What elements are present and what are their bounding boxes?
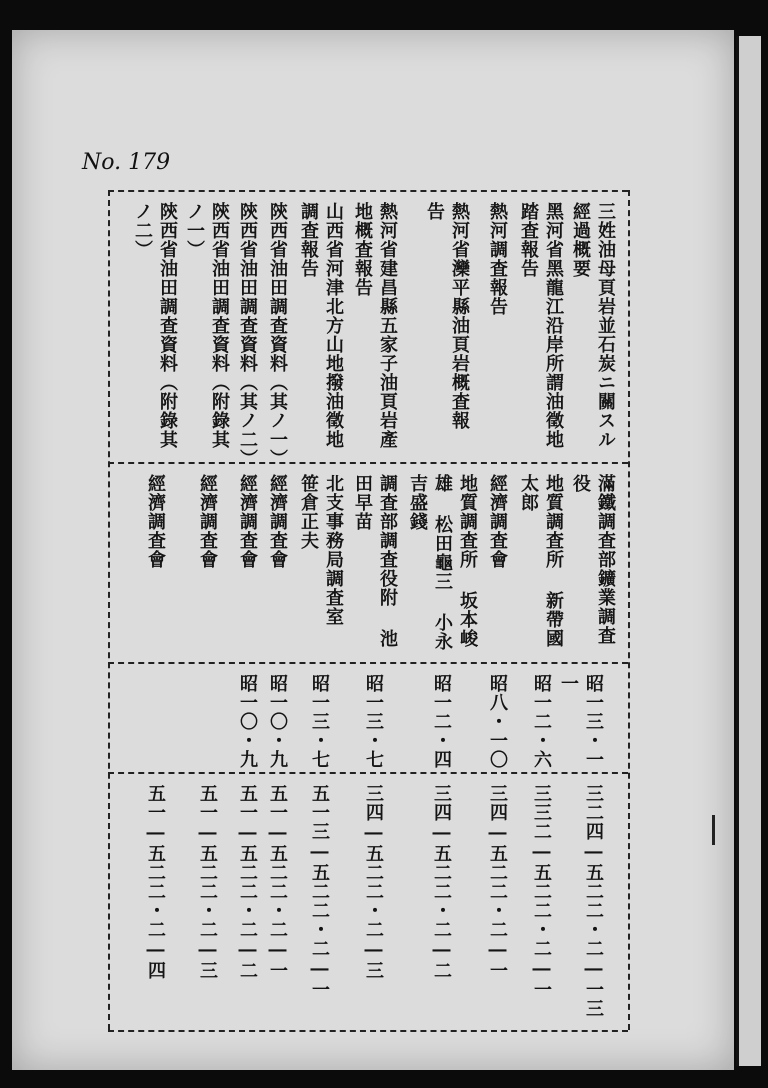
table-row bbox=[232, 196, 262, 1026]
row-title: 黑河省黑龍江沿岸所謂油徵地踏査報告 bbox=[518, 202, 564, 449]
row-title: 山西省河津北方山地撥油徵地調査報告 bbox=[298, 202, 344, 449]
table-row bbox=[180, 196, 232, 1026]
row-title: 熱河省灤平縣油頁岩概査報告 bbox=[424, 202, 470, 430]
row-title: 陝西省油田調査資料（附錄其ノ一） bbox=[184, 202, 230, 449]
row-date: 昭一〇・九 bbox=[237, 674, 258, 769]
row-date: 昭一三・一一 bbox=[558, 674, 604, 769]
table-row bbox=[480, 196, 514, 1026]
row-pages: 三四―五二二・二―二 bbox=[431, 784, 452, 980]
row-title: 陝西省油田調査資料（附錄其ノ二） bbox=[132, 202, 178, 449]
row-pages: 五一―五二二・二―四 bbox=[145, 784, 166, 980]
table-row bbox=[514, 196, 566, 1026]
row-pages: 五一三―五二二・二―一 bbox=[309, 784, 330, 999]
row-author: 經濟調査會 bbox=[145, 474, 166, 569]
catalog-table bbox=[118, 196, 618, 1026]
row-date: 昭一二・六 bbox=[531, 674, 552, 769]
row-date: 昭八・一〇 bbox=[487, 674, 508, 769]
row-title: 陝西省油田調査資料（其ノ二） bbox=[237, 202, 258, 468]
table-row bbox=[400, 196, 480, 1026]
row-pages: 三二四―五二二・二―一三 bbox=[583, 784, 604, 1018]
table-top-border bbox=[108, 190, 628, 192]
row-author: 經濟調査會 bbox=[267, 474, 288, 569]
row-author: 地質調査所 坂本峻雄 松田龜三 小永吉盛錢 bbox=[407, 474, 478, 651]
row-title: 熱河調査報告 bbox=[487, 202, 508, 316]
row-title: 熱河省建昌縣五家子油頁岩產地概査報告 bbox=[352, 202, 398, 449]
row-pages: 五一―五二二・二―一 bbox=[267, 784, 288, 980]
row-author: 經濟調査會 bbox=[237, 474, 258, 569]
row-pages: 五一―五二二・二―三 bbox=[197, 784, 218, 980]
row-date: 昭一〇・九 bbox=[267, 674, 288, 769]
row-pages: 三四―五二二・二―三 bbox=[363, 784, 384, 980]
row-title: 陝西省油田調査資料（其ノ一） bbox=[267, 202, 288, 468]
edge-mark bbox=[712, 815, 725, 845]
row-author: 滿鐵調査部鑛業調査役 bbox=[570, 474, 616, 645]
table-row bbox=[558, 196, 618, 1026]
page-number: No. 179 bbox=[82, 150, 171, 175]
row-author: 地質調査所 新帶國太郎 bbox=[518, 474, 564, 648]
row-pages: 三三二―五二二・二―一 bbox=[531, 784, 552, 999]
row-pages: 五一―五二二・二―二 bbox=[237, 784, 258, 980]
binding-edge bbox=[736, 36, 761, 1066]
table-right-border bbox=[628, 190, 630, 1030]
table-row bbox=[346, 196, 400, 1026]
table-row bbox=[292, 196, 346, 1026]
row-date: 昭一三・七 bbox=[309, 674, 330, 769]
table-row bbox=[128, 196, 180, 1026]
row-title: 三姓油母頁岩並石炭ニ關スル經過概要 bbox=[570, 202, 616, 449]
table-bottom-border bbox=[108, 1030, 628, 1032]
row-pages: 三四―五二二・二―一 bbox=[487, 784, 508, 980]
row-author: 北支事務局調査室 笹倉正夫 bbox=[298, 474, 344, 626]
table-row bbox=[262, 196, 292, 1026]
row-author: 調査部調査役附 池田早苗 bbox=[352, 474, 398, 648]
row-author: 經濟調査會 bbox=[197, 474, 218, 569]
row-date: 昭一三・七 bbox=[363, 674, 384, 769]
table-left-border bbox=[108, 190, 110, 1030]
row-author: 經濟調査會 bbox=[487, 474, 508, 569]
row-date: 昭一二・四 bbox=[431, 674, 452, 769]
